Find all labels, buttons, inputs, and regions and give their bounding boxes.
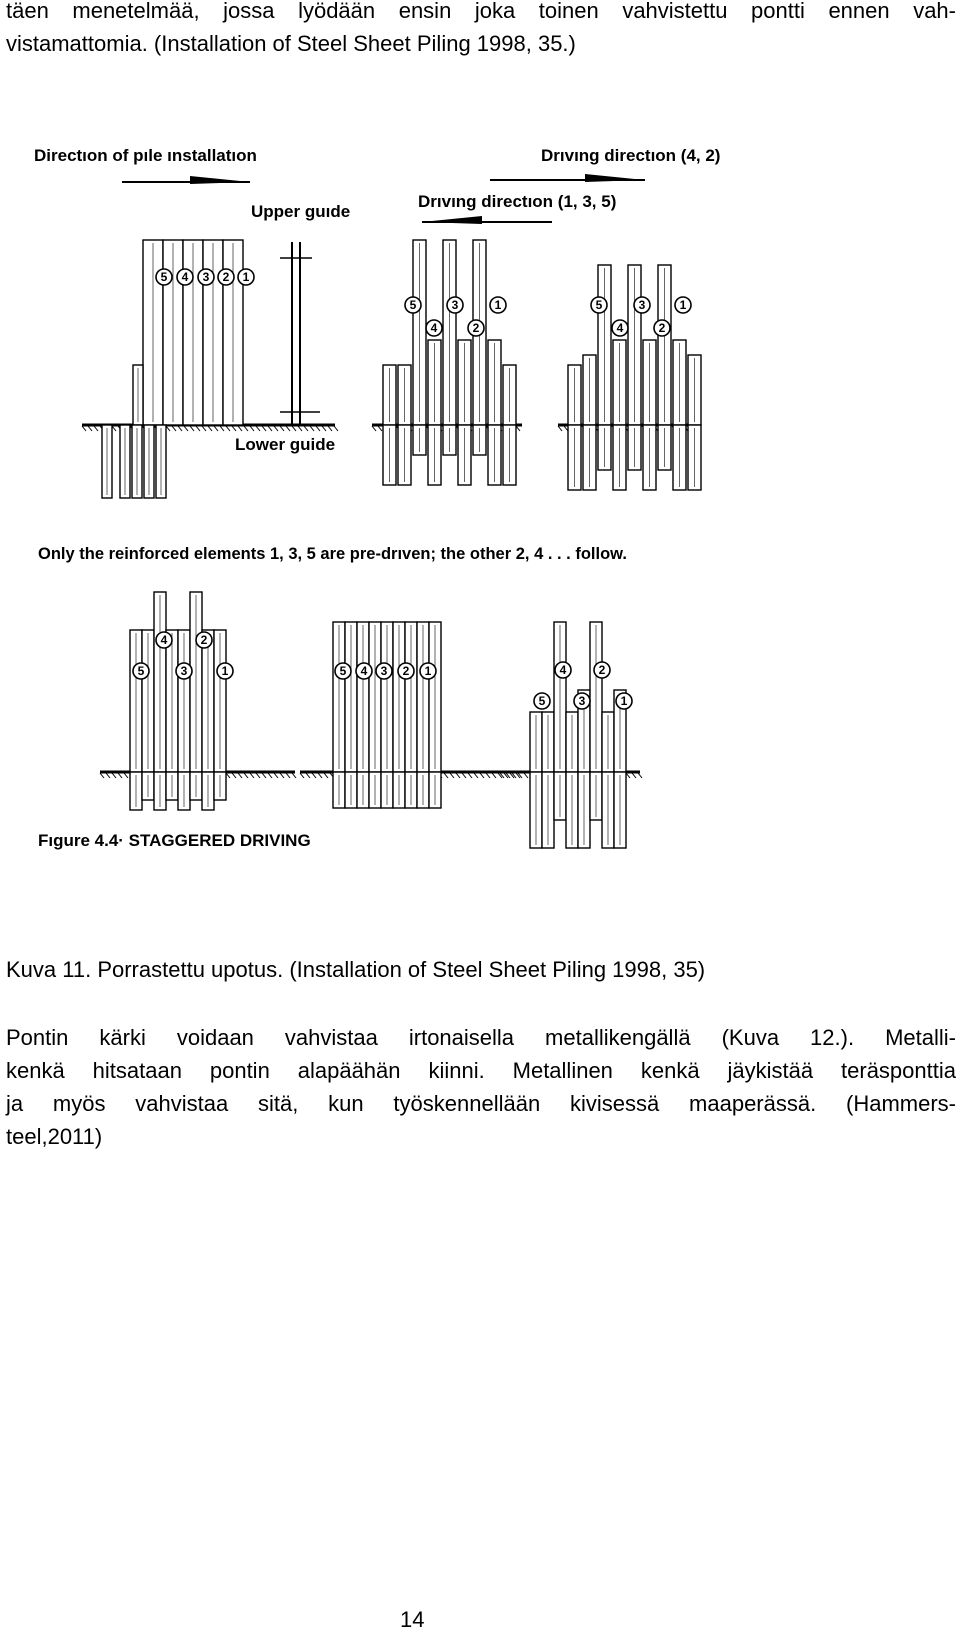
pile-number-label: 2 xyxy=(222,270,230,284)
body-line-4: teel,2011) xyxy=(6,1124,103,1149)
ground-hatch xyxy=(112,773,116,778)
ground-hatch xyxy=(300,773,304,778)
pile-number-label: 3 xyxy=(451,298,459,312)
label-lower-guide: Lower guide xyxy=(235,435,336,454)
body-paragraph xyxy=(6,1021,956,1153)
ground-hatch xyxy=(286,773,290,778)
ground-hatch xyxy=(214,426,218,431)
ground-hatch xyxy=(262,773,266,778)
ground-hatch xyxy=(328,426,332,431)
ground-hatch xyxy=(124,773,128,778)
pile-number-label: 5 xyxy=(595,298,603,312)
ground-hatch xyxy=(184,426,188,431)
pile-number-label: 2 xyxy=(598,663,606,677)
ground-hatch xyxy=(202,426,206,431)
ground-hatch xyxy=(492,773,496,778)
ground-hatch xyxy=(632,773,636,778)
label-driving-direction-1-3-5: Drıvıng directıon (1, 3, 5) xyxy=(418,192,617,211)
ground-hatch xyxy=(238,773,242,778)
ground-hatch xyxy=(310,426,314,431)
ground-hatch xyxy=(268,426,272,431)
ground-hatch xyxy=(220,426,224,431)
top-line-1: täen menetelmää, jossa lyödään ensin joka toinen vahvistettu pontti ennen vah- xyxy=(6,0,956,23)
ground-hatch xyxy=(378,426,382,431)
ground-hatch xyxy=(196,426,200,431)
ground-hatch xyxy=(262,426,266,431)
top-line-2: vistamattomia. (Installation of Steel Sheet Piling 1998, 35.) xyxy=(6,31,576,56)
label-pile-installation: Directıon of pıle ınstallatıon xyxy=(34,146,257,165)
ground-hatch xyxy=(480,773,484,778)
pile-number-label: 5 xyxy=(538,694,546,708)
ground-hatch xyxy=(274,773,278,778)
ground-hatch xyxy=(322,426,326,431)
pile-number-label: 4 xyxy=(181,270,189,284)
pile-number-label: 4 xyxy=(360,664,368,678)
pile-number-label: 1 xyxy=(620,694,628,708)
ground-hatch xyxy=(244,773,248,778)
pile-number-label: 3 xyxy=(180,664,188,678)
ground-hatch xyxy=(312,773,316,778)
ground-hatch xyxy=(106,773,110,778)
ground-hatch xyxy=(232,426,236,431)
ground-hatch xyxy=(226,426,230,431)
label-upper-guide: Upper guıde xyxy=(251,202,351,221)
ground-hatch xyxy=(468,773,472,778)
ground-hatch xyxy=(244,426,248,431)
top-paragraph xyxy=(6,0,956,60)
ground-hatch xyxy=(292,426,296,431)
ground-hatch xyxy=(298,426,302,431)
ground-hatch xyxy=(190,426,194,431)
ground-hatch xyxy=(274,426,278,431)
pile-drawings xyxy=(82,240,701,848)
ground-hatch xyxy=(256,773,260,778)
ground-hatch xyxy=(450,773,454,778)
ground-hatch xyxy=(268,773,272,778)
ground-hatch xyxy=(306,773,310,778)
pile-number-label: 1 xyxy=(242,270,250,284)
ground-hatch xyxy=(208,426,212,431)
ground-hatch xyxy=(100,773,104,778)
ground-hatch xyxy=(118,773,122,778)
ground-hatch xyxy=(280,773,284,778)
ground-hatch xyxy=(318,773,322,778)
pile-number-label: 3 xyxy=(578,694,586,708)
pile-number-label: 1 xyxy=(679,298,687,312)
pile-number-label: 5 xyxy=(339,664,347,678)
body-line-2: kenkä hitsataan pontin alapäähän kiinni. Metallinen kenkä jäykistää teräsponttia xyxy=(6,1058,956,1083)
ground-hatch xyxy=(94,426,98,431)
ground-hatch xyxy=(286,426,290,431)
ground-hatch xyxy=(250,426,254,431)
ground-hatch xyxy=(256,426,260,431)
ground-hatch xyxy=(82,426,86,431)
pile-number-label: 3 xyxy=(380,664,388,678)
body-line-3: ja myös vahvistaa sitä, kun työskennellään kivisessä maaperässä. (Hammers- xyxy=(6,1091,956,1116)
pile-number-label: 2 xyxy=(402,664,410,678)
pile-number-label: 1 xyxy=(424,664,432,678)
staggered-driving-figure xyxy=(0,100,960,880)
figure-title: Fıgure 4.4· STAGGERED DRIVING xyxy=(38,831,311,850)
ground-hatch xyxy=(462,773,466,778)
pile-number-label: 4 xyxy=(559,663,567,677)
pile-number-label: 3 xyxy=(202,270,210,284)
ground-hatch xyxy=(172,426,176,431)
ground-hatch xyxy=(232,773,236,778)
ground-hatch xyxy=(558,426,562,431)
pile-number-label: 2 xyxy=(472,321,480,335)
ground-hatch xyxy=(334,426,338,431)
ground-hatch xyxy=(524,773,528,778)
pile-number-label: 4 xyxy=(616,321,624,335)
ground-hatch xyxy=(238,426,242,431)
pile-number-label: 2 xyxy=(200,633,208,647)
label-driving-direction-4-2: Drıvıng directıon (4, 2) xyxy=(541,146,721,165)
ground-hatch xyxy=(456,773,460,778)
pile-number-label: 5 xyxy=(409,298,417,312)
pile-number-label: 4 xyxy=(430,321,438,335)
ground-hatch xyxy=(474,773,478,778)
pile-number-label: 5 xyxy=(160,270,168,284)
body-line-1: Pontin kärki voidaan vahvistaa irtonaisella metallikengällä (Kuva 12.). Metalli- xyxy=(6,1025,956,1050)
pile-number-label: 4 xyxy=(160,633,168,647)
figure-note: Only the reinforced elements 1, 3, 5 are pre-drıven; the other 2, 4 . . . follow. xyxy=(38,545,627,563)
ground-hatch xyxy=(292,773,296,778)
pile-number-label: 3 xyxy=(638,298,646,312)
pile-number-label: 1 xyxy=(221,664,229,678)
ground-hatch xyxy=(444,773,448,778)
ground-hatch xyxy=(324,773,328,778)
ground-hatch xyxy=(316,426,320,431)
ground-hatch xyxy=(486,773,490,778)
ground-hatch xyxy=(638,773,642,778)
ground-hatch xyxy=(250,773,254,778)
pile-number-label: 1 xyxy=(494,298,502,312)
pile-number-label: 5 xyxy=(137,664,145,678)
ground-hatch xyxy=(372,426,376,431)
ground-hatch xyxy=(88,426,92,431)
ground-hatch xyxy=(280,426,284,431)
pile-number-label: 2 xyxy=(658,321,666,335)
figure-caption: Kuva 11. Porrastettu upotus. (Installation of Steel Sheet Piling 1998, 35) xyxy=(6,957,706,982)
page-number: 14 xyxy=(400,1607,425,1632)
ground-hatch xyxy=(304,426,308,431)
ground-hatch xyxy=(178,426,182,431)
